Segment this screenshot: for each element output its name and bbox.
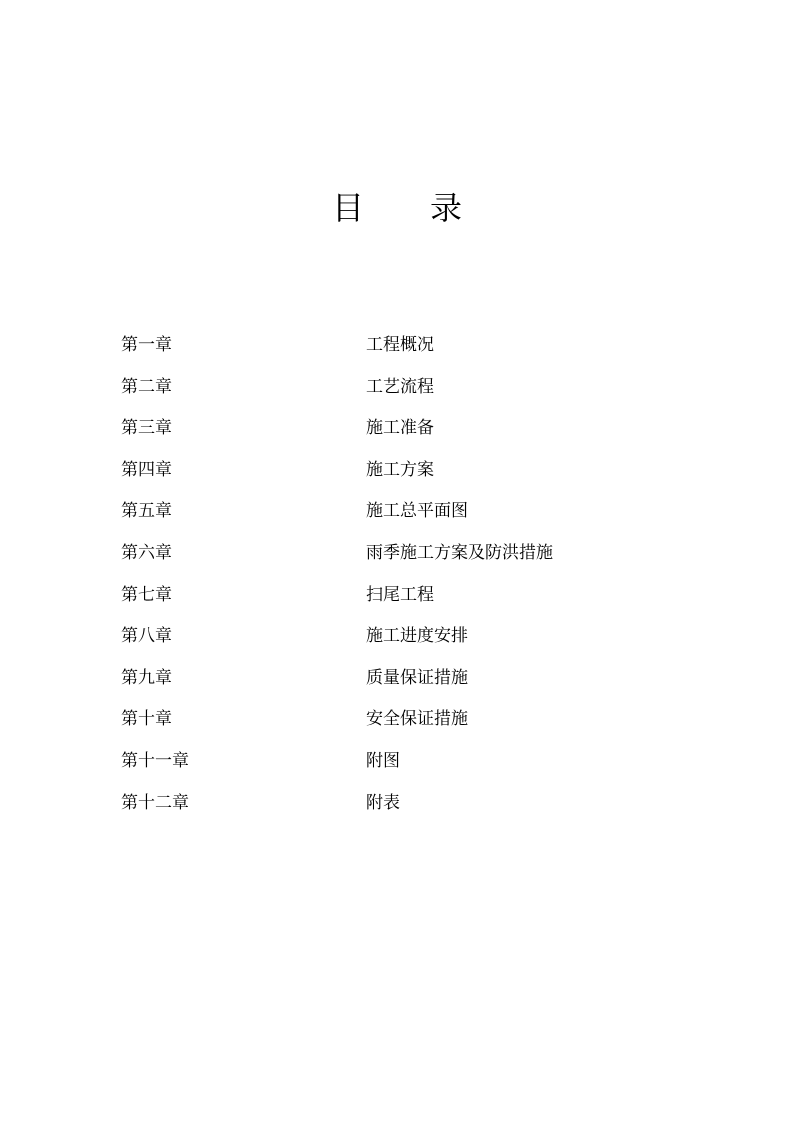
toc-chapter-label: 第三章	[121, 418, 172, 439]
toc-entry-title: 施工准备	[366, 418, 434, 439]
toc-entry-title: 附图	[366, 750, 400, 771]
toc-chapter-label: 第七章	[121, 584, 172, 605]
toc-entry-title: 施工进度安排	[366, 626, 468, 647]
toc-row	[121, 622, 681, 664]
toc-row	[121, 497, 681, 539]
toc-entry-title: 质量保证措施	[366, 667, 468, 688]
toc-chapter-label: 第二章	[121, 376, 172, 397]
toc-row	[121, 581, 681, 623]
toc-row	[121, 414, 681, 456]
toc-entry-title: 扫尾工程	[366, 584, 434, 605]
toc-chapter-label: 第十章	[121, 709, 172, 730]
toc-chapter-label: 第六章	[121, 542, 172, 563]
toc-chapter-label: 第十二章	[121, 792, 189, 813]
toc-row	[121, 539, 681, 581]
toc-chapter-label: 第十一章	[121, 750, 189, 771]
toc-chapter-label: 第五章	[121, 501, 172, 522]
toc-entry-title: 雨季施工方案及防洪措施	[366, 542, 553, 563]
toc-row	[121, 331, 681, 373]
toc-entry-title: 工艺流程	[366, 376, 434, 397]
toc-row	[121, 747, 681, 789]
toc-chapter-label: 第一章	[121, 335, 172, 355]
toc-chapter-label: 第九章	[121, 667, 172, 688]
toc-row	[121, 456, 681, 498]
toc-entry-title: 工程概况	[366, 335, 434, 355]
toc-row	[121, 789, 681, 831]
toc-entry-title: 附表	[366, 792, 400, 813]
toc-entry-title: 安全保证措施	[366, 709, 468, 730]
title-char-first: 目	[331, 189, 364, 227]
title-char-second: 录	[430, 189, 463, 227]
toc-row	[121, 705, 681, 747]
toc-row	[121, 373, 681, 415]
toc-chapter-label: 第四章	[121, 459, 172, 480]
toc-entry-title: 施工总平面图	[366, 501, 468, 522]
toc-row	[121, 664, 681, 706]
table-of-contents	[121, 331, 681, 830]
page-title	[0, 186, 794, 230]
toc-entry-title: 施工方案	[366, 459, 434, 480]
toc-chapter-label: 第八章	[121, 626, 172, 647]
